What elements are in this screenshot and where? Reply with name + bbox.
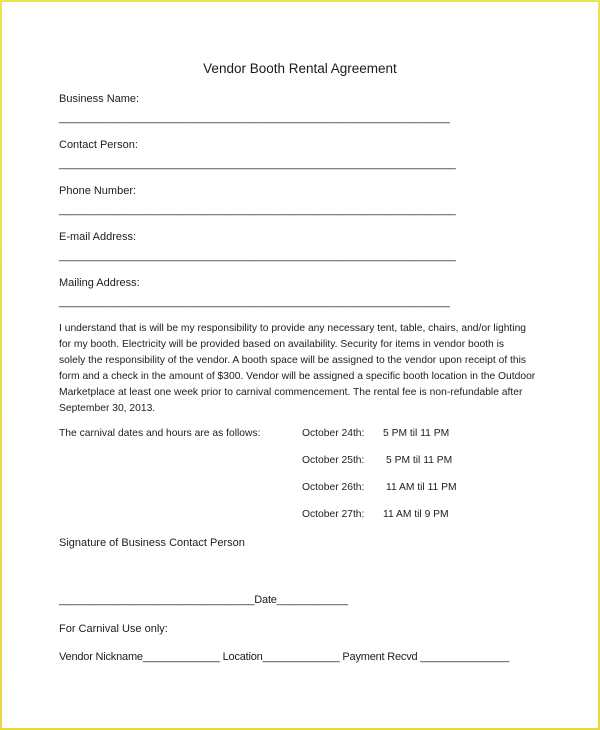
date-hours: 11 AM til 11 PM <box>386 482 457 493</box>
carnival-use-label: For Carnival Use only: <box>59 623 168 635</box>
document-page <box>2 2 598 728</box>
date-day: October 26th: <box>302 482 365 493</box>
vendor-info-line: Vendor Nickname_____________ Location_____________ Payment Recvd _______________ <box>59 651 510 663</box>
mailing-address-line: __________________________________________________________________ <box>59 296 450 308</box>
dates-intro: The carnival dates and hours are as follows: <box>59 428 261 439</box>
business-name-line: __________________________________________________________________ <box>59 112 450 124</box>
date-hours: 5 PM til 11 PM <box>383 428 450 439</box>
date-day: October 25th: <box>302 455 365 466</box>
signature-date-line: _________________________________Date____________ <box>59 594 348 606</box>
mailing-address-label: Mailing Address: <box>59 277 140 289</box>
email-address-label: E-mail Address: <box>59 231 137 243</box>
business-name-label: Business Name: <box>59 93 140 105</box>
email-address-line: ___________________________________________________________________ <box>59 250 456 262</box>
signature-label: Signature of Business Contact Person <box>59 537 245 549</box>
phone-number-line: ___________________________________________________________________ <box>59 204 456 216</box>
document-title: Vendor Booth Rental Agreement <box>203 61 397 76</box>
date-hours: 5 PM til 11 PM <box>386 455 453 466</box>
contact-person-label: Contact Person: <box>59 139 138 151</box>
date-day: October 24th: <box>302 428 365 439</box>
date-hours: 11 AM til 9 PM <box>383 509 449 520</box>
agreement-paragraph: I understand that is will be my responsibility to provide any necessary tent, table, chairs, and/or lighting for my booth. Electricity will be provided based on availability. Security for items in vendor booth is solely the responsibility of the vendor. A booth space will be assigned to the vendor upon receipt of this form and a check in the amount of $300. Vendor will be assigned a specific booth location in the Outdoor Marketplace at least one week prior to carnival commencement. The rental fee is non-refundable after September 30, 2013. <box>59 323 536 414</box>
phone-number-label: Phone Number: <box>59 185 137 197</box>
contact-person-line: ___________________________________________________________________ <box>59 158 456 170</box>
date-day: October 27th: <box>302 509 365 520</box>
